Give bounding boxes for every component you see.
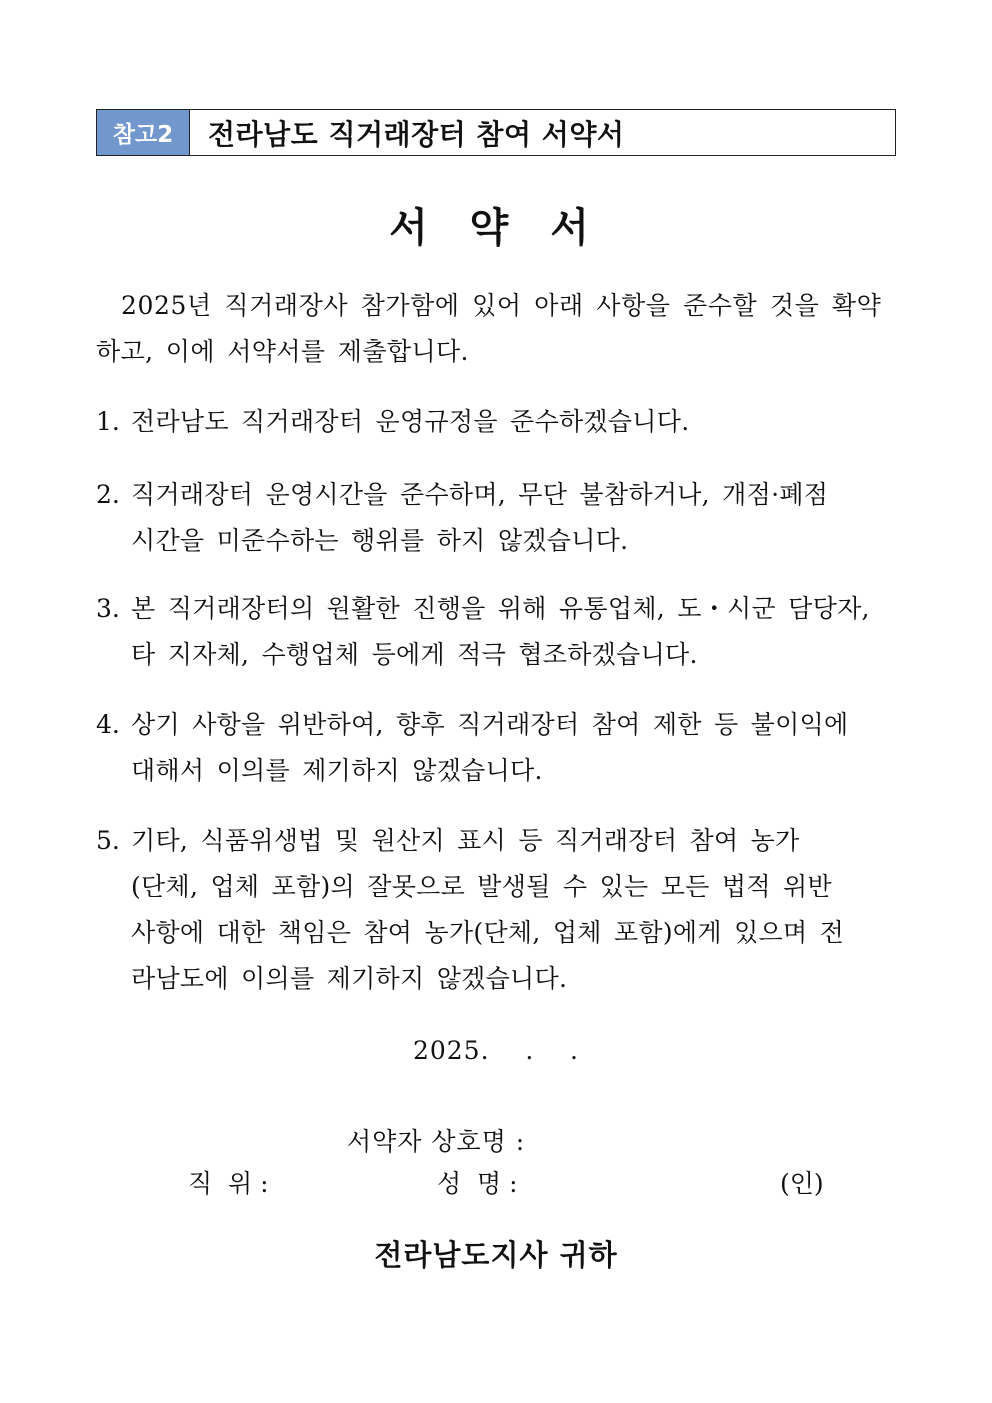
pledge-item-2 (96, 472, 896, 564)
item-text-continued: 대해서 이의를 제기하지 않겠습니다. (131, 756, 543, 785)
reference-tag: 참고2 (97, 110, 190, 155)
item-text-continued: 타 지자체, 수행업체 등에게 적극 협조하겠습니다. (131, 640, 698, 669)
item-text: 본 직거래장터의 원활한 진행을 위해 유통업체, 도・시군 담당자, (131, 594, 870, 623)
item-text: 직거래장터 운영시간을 준수하며, 무단 불참하거나, 개점·폐점 (131, 480, 829, 509)
date-line: 2025. . . (412, 1036, 580, 1065)
document-heading: 전라남도 직거래장터 참여 서약서 (208, 117, 625, 151)
intro-line-2: 하고, 이에 서약서를 제출합니다. (96, 337, 469, 366)
item-text-continued: 라남도에 이의를 제기하지 않겠습니다. (131, 964, 568, 993)
pledge-item-4 (96, 702, 896, 794)
pledge-item-5 (96, 818, 896, 1002)
seal-mark: (인) (780, 1169, 824, 1198)
item-text: 기타, 식품위생법 및 원산지 표시 등 직거래장터 참여 농가 (131, 826, 800, 855)
item-number: 2. (96, 480, 120, 509)
item-text-continued: 시간을 미준수하는 행위를 하지 않겠습니다. (131, 526, 629, 555)
reference-header (96, 109, 896, 156)
intro-paragraph (96, 283, 896, 375)
item-text-continued: (단체, 업체 포함)의 잘못으로 발생될 수 있는 모든 법적 위반 (131, 872, 832, 901)
addressee: 전라남도지사 귀하 (374, 1238, 618, 1272)
pledge-item-1 (96, 399, 896, 445)
name-label: 성 명 : (437, 1169, 518, 1198)
item-number: 4. (96, 710, 120, 739)
item-number: 3. (96, 594, 120, 623)
item-number: 5. (96, 826, 120, 855)
item-text: 전라남도 직거래장터 운영규정을 준수하겠습니다. (131, 407, 690, 436)
intro-line-1: 2025년 직거래장사 참가함에 있어 아래 사항을 준수할 것을 확약 (121, 291, 882, 320)
main-title: 서 약 서 (389, 205, 603, 251)
position-label: 직 위 : (188, 1169, 269, 1198)
company-name-label: 서약자 상호명 : (347, 1127, 526, 1156)
item-text: 상기 사항을 위반하여, 향후 직거래장터 참여 제한 등 불이익에 (131, 710, 849, 739)
item-number: 1. (96, 407, 120, 436)
item-text-continued: 사항에 대한 책임은 참여 농가(단체, 업체 포함)에게 있으며 전 (131, 918, 845, 947)
pledge-item-3 (96, 586, 896, 678)
